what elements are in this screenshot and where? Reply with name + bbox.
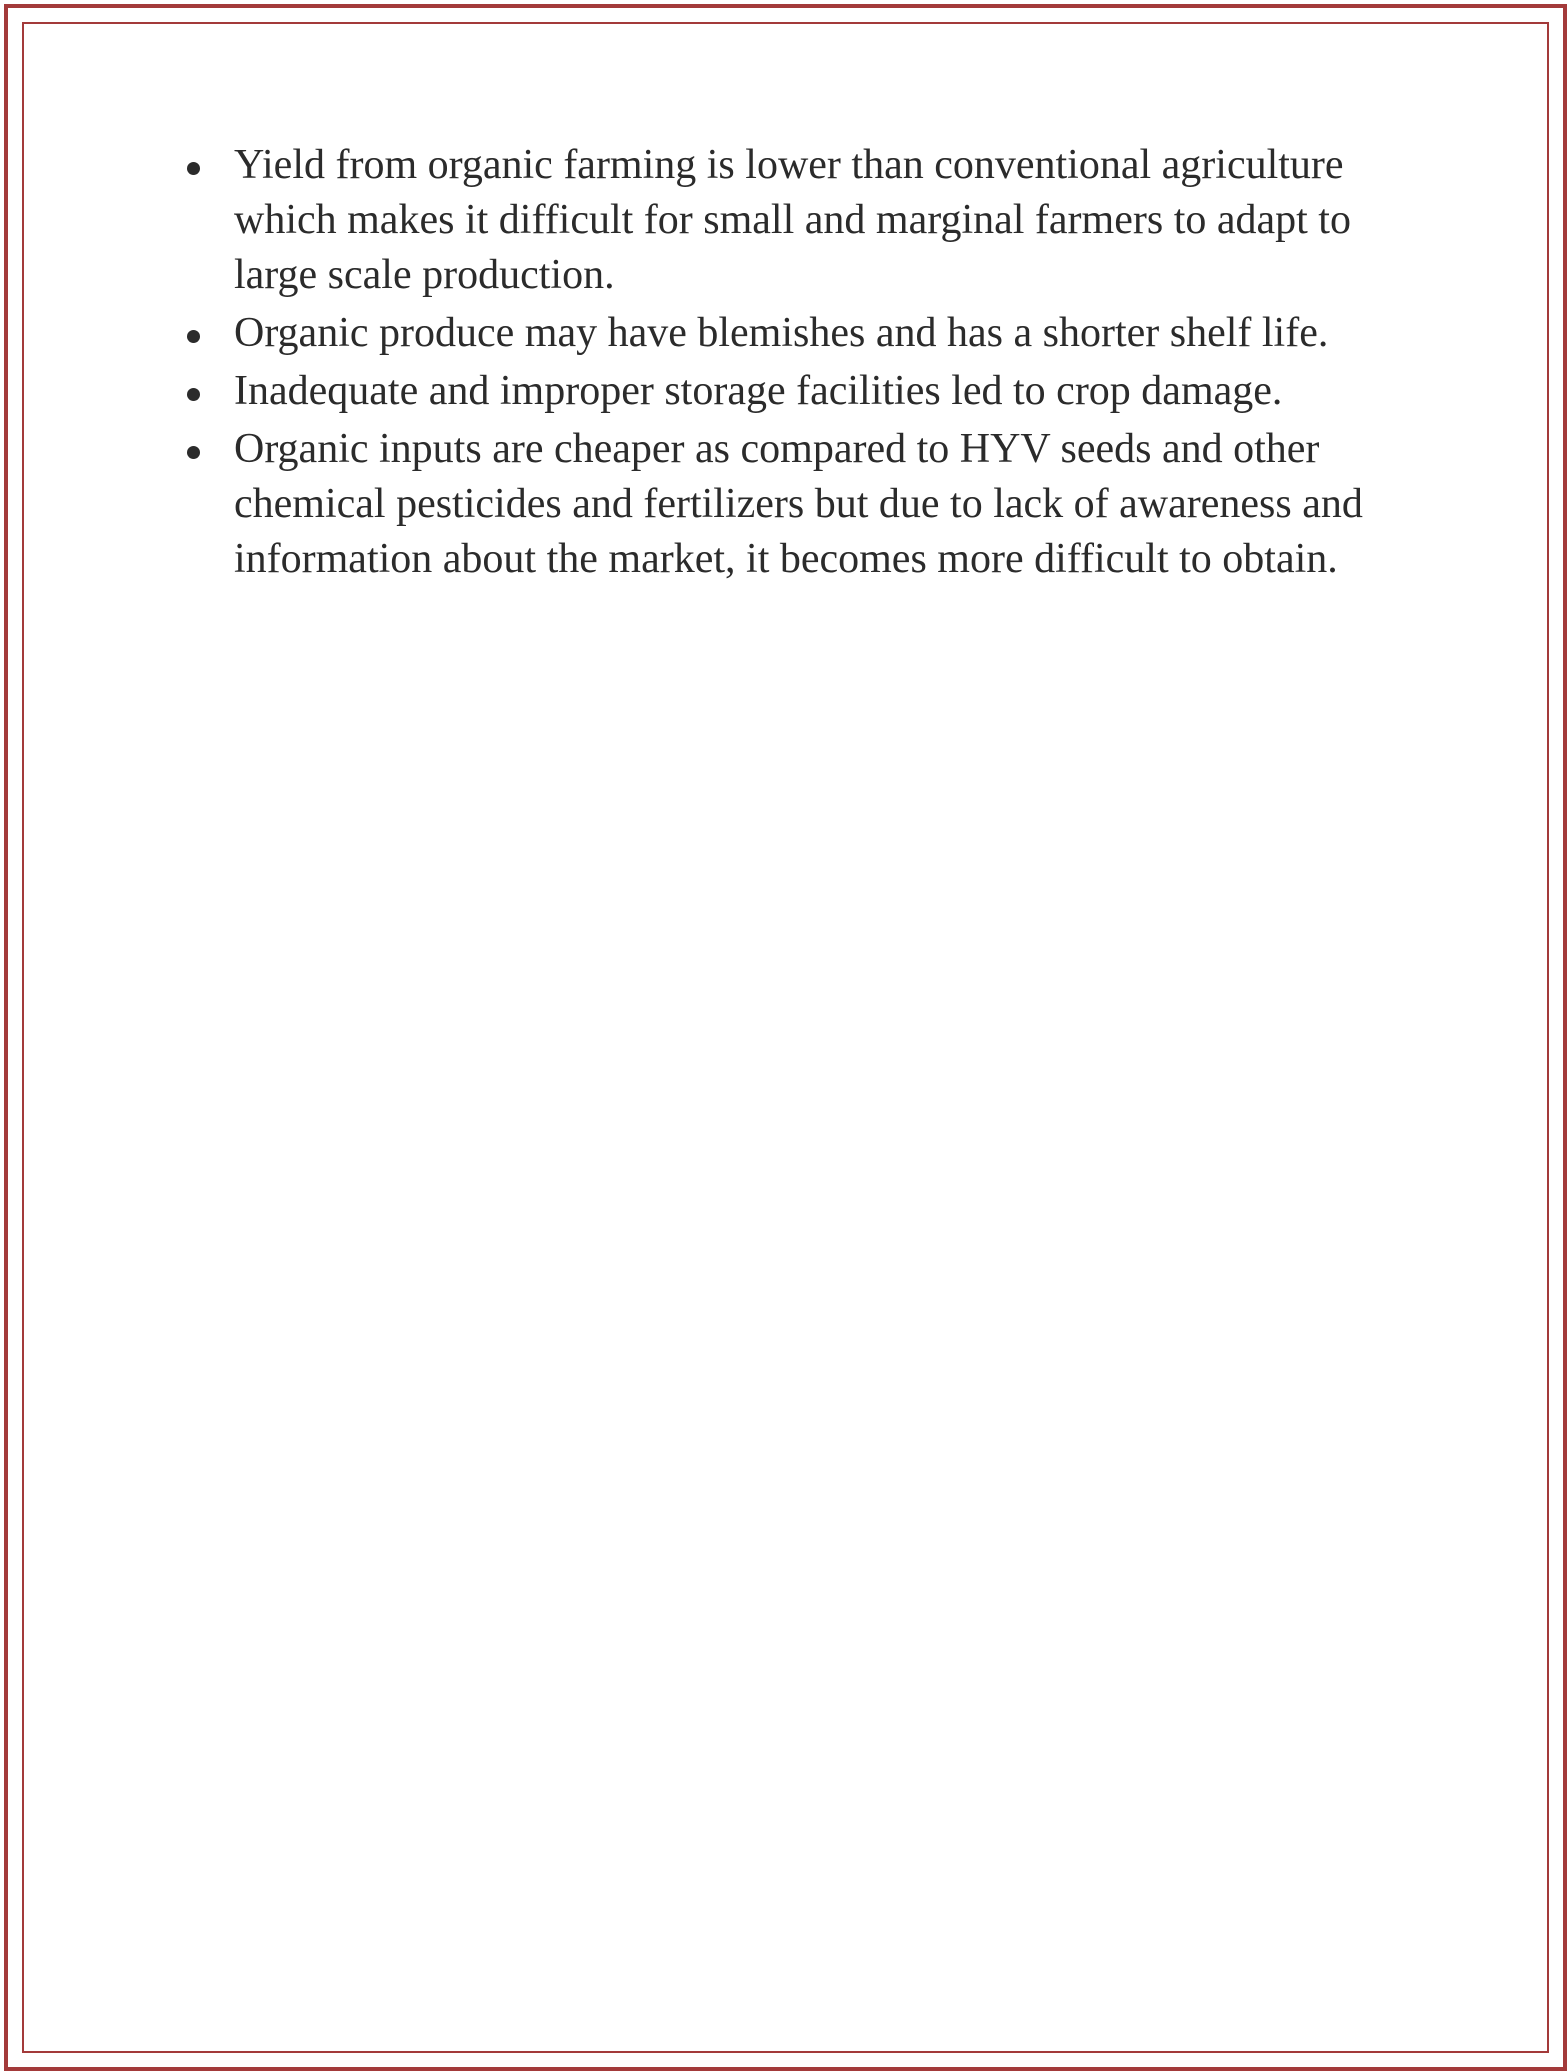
list-item (180, 138, 1440, 303)
list-item (180, 422, 1440, 587)
list-item (180, 306, 1440, 361)
bullet-icon (187, 330, 200, 343)
list-item-text: Organic produce may have blemishes and has a shorter shelf life. (234, 310, 1329, 356)
bullet-list (180, 138, 1440, 587)
list-item (180, 364, 1440, 419)
list-item-text: Inadequate and improper storage facilities led to crop damage. (234, 368, 1283, 414)
bullet-icon (187, 446, 200, 459)
bullet-icon (187, 162, 200, 175)
bullet-icon (187, 388, 200, 401)
document-body (180, 138, 1440, 590)
list-item-text: Organic inputs are cheaper as compared to HYV seeds and other chemical pesticides and fertilizers but due to lack of awareness and information about the market, it becomes more difficult to obtain. (234, 426, 1363, 582)
list-item-text: Yield from organic farming is lower than conventional agriculture which makes it difficult for small and marginal farmers to adapt to large scale production. (234, 142, 1351, 298)
